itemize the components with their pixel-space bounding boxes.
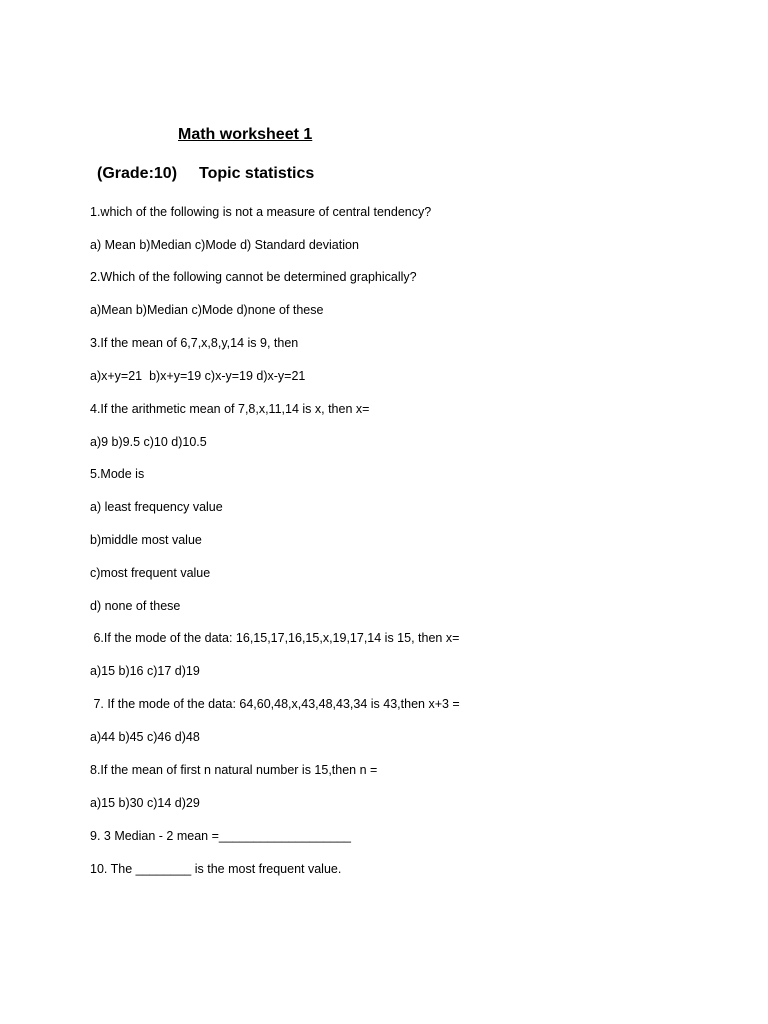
question-4: 4.If the arithmetic mean of 7,8,x,11,14 is x, then x= <box>90 402 370 416</box>
option-5d: d) none of these <box>90 599 181 613</box>
question-6: 6.If the mode of the data: 16,15,17,16,15,x,19,17,14 is 15, then x= <box>90 631 460 645</box>
option-5b: b)middle most value <box>90 533 202 547</box>
options-6: a)15 b)16 c)17 d)19 <box>90 664 200 678</box>
options-8: a)15 b)30 c)14 d)29 <box>90 796 200 810</box>
question-10: 10. The ________ is the most frequent value. <box>90 862 342 876</box>
topic-label: Topic statistics <box>199 165 315 182</box>
options-3: a)x+y=21 b)x+y=19 c)x-y=19 d)x-y=21 <box>90 369 306 383</box>
option-5a: a) least frequency value <box>90 500 223 514</box>
question-7: 7. If the mode of the data: 64,60,48,x,43,48,43,34 is 43,then x+3 = <box>90 697 460 711</box>
question-5: 5.Mode is <box>90 467 145 481</box>
grade-label: (Grade:10) <box>97 165 178 182</box>
options-7: a)44 b)45 c)46 d)48 <box>90 730 200 744</box>
worksheet-title: Math worksheet 1 <box>178 126 313 143</box>
options-1: a) Mean b)Median c)Mode d) Standard deviation <box>90 238 359 252</box>
question-2: 2.Which of the following cannot be determined graphically? <box>90 270 417 284</box>
question-1: 1.which of the following is not a measure of central tendency? <box>90 205 432 219</box>
question-9: 9. 3 Median - 2 mean =___________________ <box>90 829 351 843</box>
options-2: a)Mean b)Median c)Mode d)none of these <box>90 303 324 317</box>
question-8: 8.If the mean of first n natural number is 15,then n = <box>90 763 378 777</box>
options-4: a)9 b)9.5 c)10 d)10.5 <box>90 435 207 449</box>
option-5c: c)most frequent value <box>90 566 211 580</box>
question-3: 3.If the mean of 6,7,x,8,y,14 is 9, then <box>90 336 299 350</box>
